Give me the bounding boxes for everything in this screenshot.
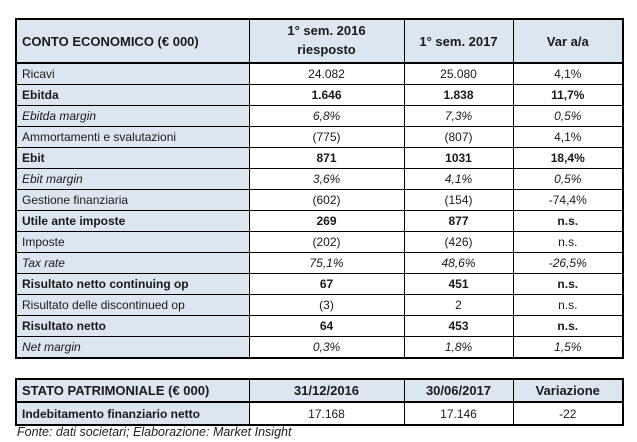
table-row bbox=[16, 402, 623, 425]
cell-value: 1,8% bbox=[404, 337, 513, 359]
row-label: Ebit margin bbox=[16, 169, 249, 190]
cell-value: 4,1% bbox=[513, 63, 623, 85]
income-header-row bbox=[16, 19, 623, 63]
balance-table-body bbox=[16, 402, 623, 425]
cell-value: 0,5% bbox=[513, 169, 623, 190]
table-row bbox=[16, 274, 623, 295]
cell-value: 11,7% bbox=[513, 85, 623, 106]
cell-value: (202) bbox=[249, 232, 404, 253]
cell-value: 64 bbox=[249, 316, 404, 337]
cell-value: 0,5% bbox=[513, 106, 623, 127]
income-table-header bbox=[16, 19, 623, 63]
cell-value: 18,4% bbox=[513, 148, 623, 169]
cell-value: 7,3% bbox=[404, 106, 513, 127]
income-table-title: CONTO ECONOMICO (€ 000) bbox=[16, 19, 249, 63]
cell-value: 4,1% bbox=[404, 169, 513, 190]
row-label: Utile ante imposte bbox=[16, 211, 249, 232]
balance-header-row bbox=[16, 379, 623, 402]
cell-value: (426) bbox=[404, 232, 513, 253]
table-row bbox=[16, 169, 623, 190]
cell-value: n.s. bbox=[513, 274, 623, 295]
cell-value: 1.646 bbox=[249, 85, 404, 106]
balance-col-header-jun2017: 30/06/2017 bbox=[404, 379, 513, 402]
cell-value: (3) bbox=[249, 295, 404, 316]
cell-value: -26,5% bbox=[513, 253, 623, 274]
row-label: Net margin bbox=[16, 337, 249, 359]
cell-value: 48,6% bbox=[404, 253, 513, 274]
row-label: Ebit bbox=[16, 148, 249, 169]
table-row bbox=[16, 232, 623, 253]
income-statement-table bbox=[15, 18, 624, 359]
balance-sheet-table bbox=[15, 378, 624, 426]
cell-value: (775) bbox=[249, 127, 404, 148]
cell-value: 2 bbox=[404, 295, 513, 316]
row-label: Ammortamenti e svalutazioni bbox=[16, 127, 249, 148]
row-label: Ricavi bbox=[16, 63, 249, 85]
income-col-header-sem1-2016 bbox=[249, 19, 404, 63]
table-row bbox=[16, 316, 623, 337]
balance-table-title: STATO PATRIMONIALE (€ 000) bbox=[16, 379, 249, 402]
income-col-header-sem1-2016-line1: 1° sem. 2016 bbox=[287, 23, 366, 39]
table-row bbox=[16, 211, 623, 232]
row-label: Ebitda bbox=[16, 85, 249, 106]
row-label: Risultato delle discontinued op bbox=[16, 295, 249, 316]
cell-value: n.s. bbox=[513, 211, 623, 232]
table-row bbox=[16, 190, 623, 211]
income-col-header-var: Var a/a bbox=[513, 19, 623, 63]
balance-col-header-dec2016: 31/12/2016 bbox=[249, 379, 404, 402]
row-label: Imposte bbox=[16, 232, 249, 253]
cell-value: 451 bbox=[404, 274, 513, 295]
source-note: Fonte: dati societari; Elaborazione: Market Insight bbox=[17, 425, 292, 439]
table-row bbox=[16, 148, 623, 169]
table-row bbox=[16, 106, 623, 127]
table-row bbox=[16, 63, 623, 85]
row-label: Risultato netto continuing op bbox=[16, 274, 249, 295]
cell-value: (154) bbox=[404, 190, 513, 211]
cell-value: 24.082 bbox=[249, 63, 404, 85]
row-label: Gestione finanziaria bbox=[16, 190, 249, 211]
cell-value: 877 bbox=[404, 211, 513, 232]
row-label: Ebitda margin bbox=[16, 106, 249, 127]
cell-value: 453 bbox=[404, 316, 513, 337]
row-label: Risultato netto bbox=[16, 316, 249, 337]
cell-value: 4,1% bbox=[513, 127, 623, 148]
cell-value: 871 bbox=[249, 148, 404, 169]
cell-value: -22 bbox=[513, 402, 623, 425]
cell-value: n.s. bbox=[513, 232, 623, 253]
cell-value: 75,1% bbox=[249, 253, 404, 274]
cell-value: 1.838 bbox=[404, 85, 513, 106]
cell-value: 3,6% bbox=[249, 169, 404, 190]
cell-value: n.s. bbox=[513, 316, 623, 337]
table-row bbox=[16, 295, 623, 316]
cell-value: (807) bbox=[404, 127, 513, 148]
cell-value: 269 bbox=[249, 211, 404, 232]
balance-col-header-var: Variazione bbox=[513, 379, 623, 402]
income-table-body bbox=[16, 63, 623, 358]
cell-value: 1,5% bbox=[513, 337, 623, 359]
cell-value: n.s. bbox=[513, 295, 623, 316]
table-row bbox=[16, 127, 623, 148]
row-label: Indebitamento finanziario netto bbox=[16, 402, 249, 425]
income-col-header-sem1-2017: 1° sem. 2017 bbox=[404, 19, 513, 63]
balance-table-header bbox=[16, 379, 623, 402]
cell-value: 17.168 bbox=[249, 402, 404, 425]
table-row bbox=[16, 85, 623, 106]
cell-value: 25.080 bbox=[404, 63, 513, 85]
cell-value: 67 bbox=[249, 274, 404, 295]
table-row bbox=[16, 337, 623, 359]
cell-value: 1031 bbox=[404, 148, 513, 169]
cell-value: 0,3% bbox=[249, 337, 404, 359]
table-row bbox=[16, 253, 623, 274]
cell-value: (602) bbox=[249, 190, 404, 211]
cell-value: 6,8% bbox=[249, 106, 404, 127]
income-col-header-sem1-2016-line2: riesposto bbox=[297, 42, 356, 57]
cell-value: -74,4% bbox=[513, 190, 623, 211]
row-label: Tax rate bbox=[16, 253, 249, 274]
cell-value: 17.146 bbox=[404, 402, 513, 425]
